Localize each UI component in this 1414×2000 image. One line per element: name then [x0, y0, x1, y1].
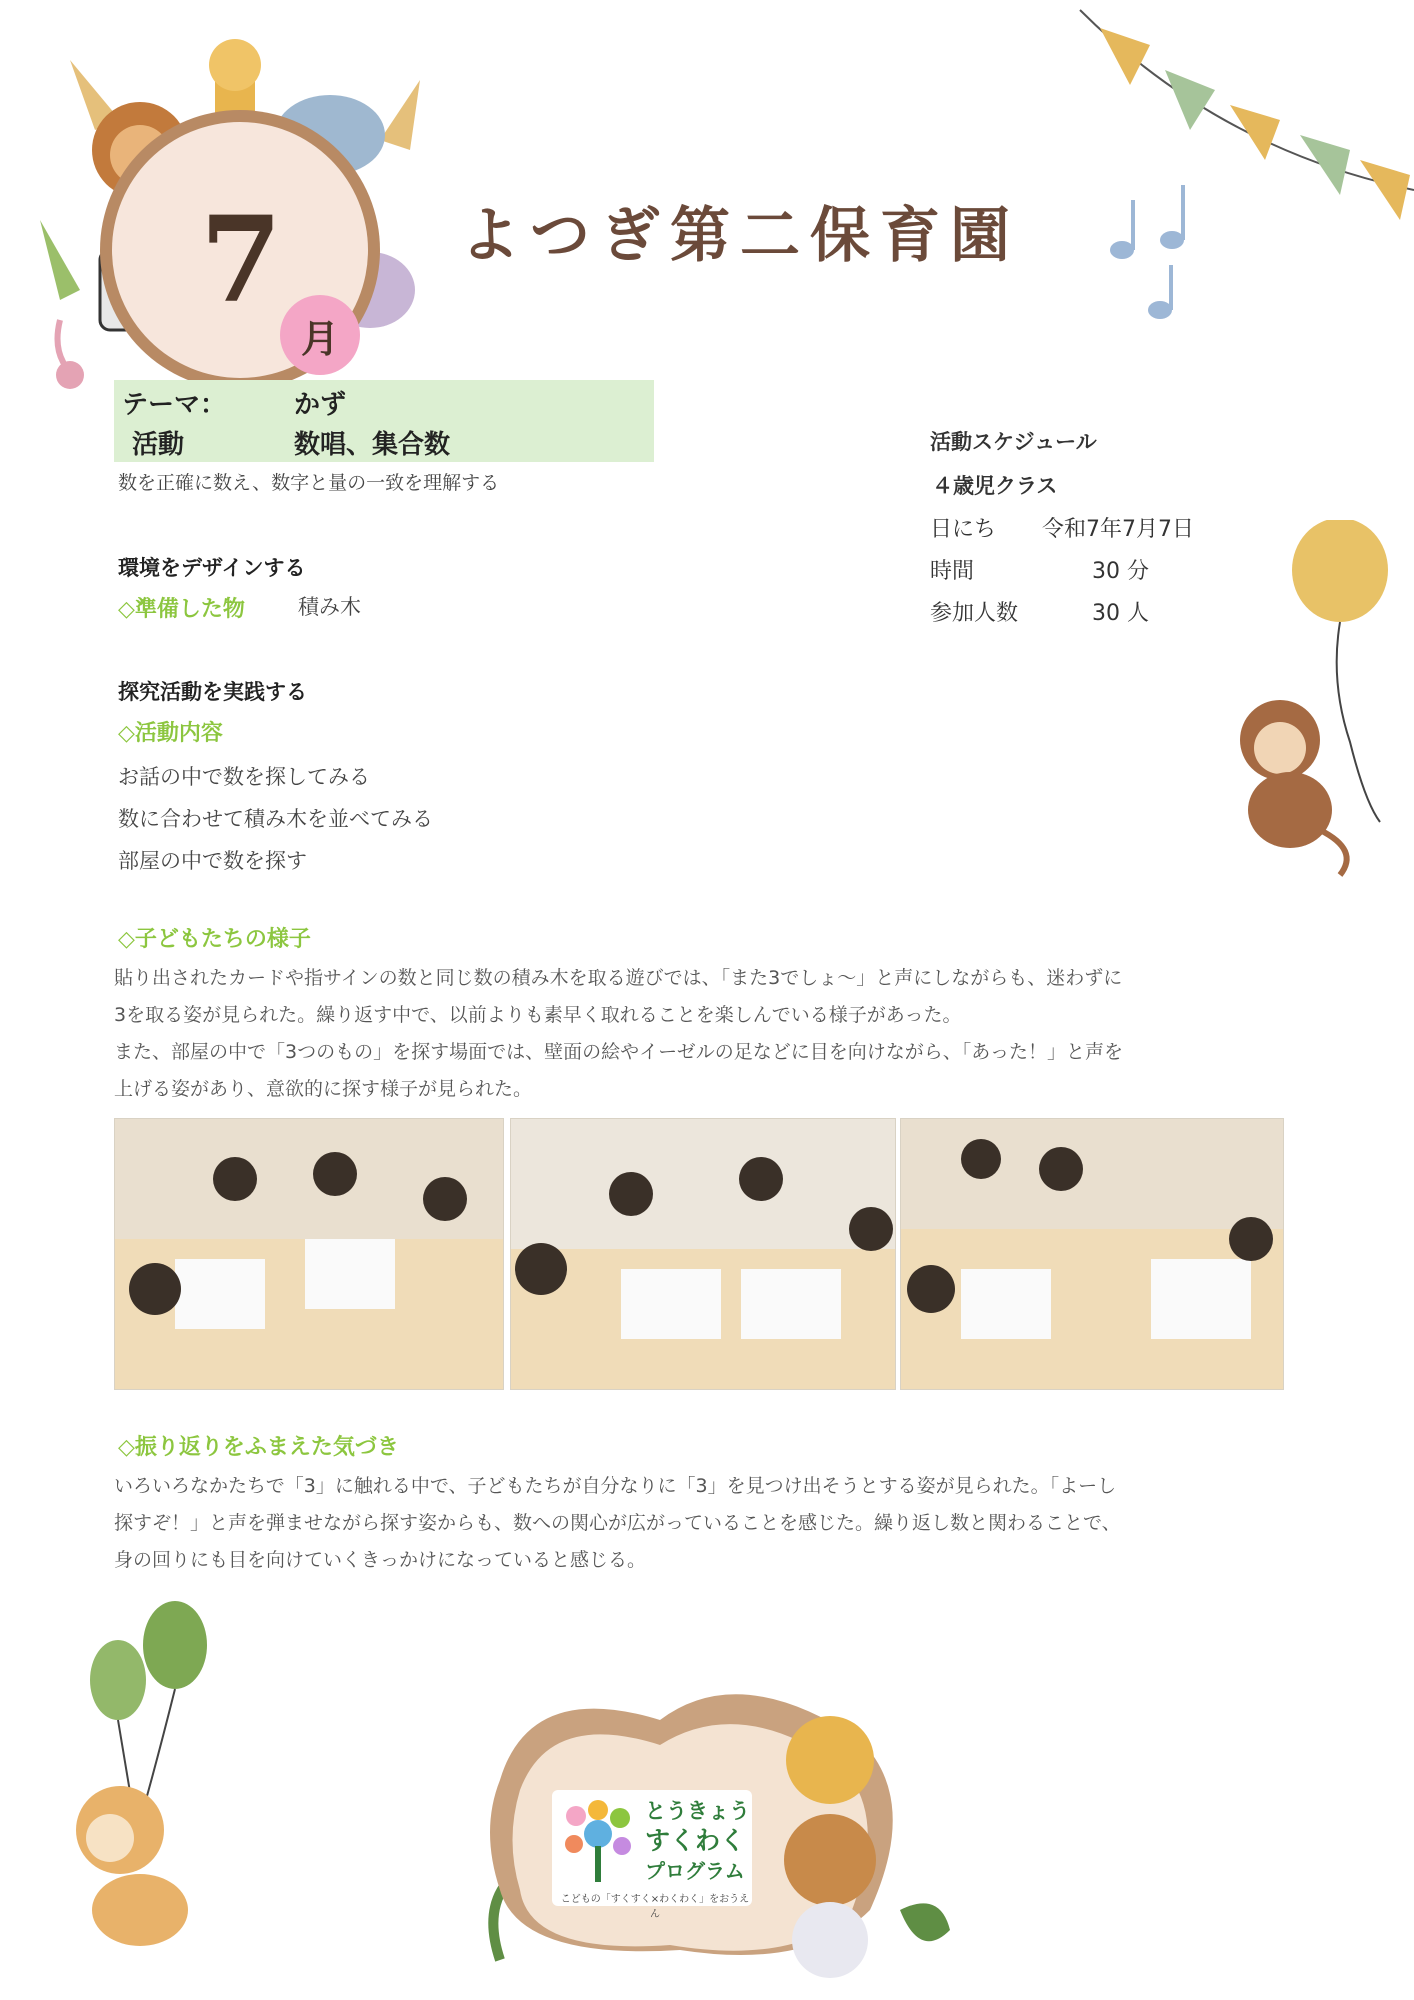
practice-heading: 探究活動を実践する: [118, 680, 307, 704]
theme-label: テーマ：: [122, 390, 227, 420]
activity-row: [132, 424, 450, 461]
activity-value: 数唱、集合数: [294, 430, 451, 460]
giraffe-balloons-illustration: [30, 1590, 280, 1950]
activity-content-list: [118, 756, 433, 882]
schedule-class: ４歳児クラス: [932, 474, 1058, 498]
schedule-title: 活動スケジュール: [930, 430, 1097, 454]
schedule-label: 日にち: [930, 517, 997, 542]
list-item: 部屋の中で数を探す: [118, 849, 307, 873]
content-label: ◇活動内容: [118, 721, 223, 746]
text-line: 探すぞ！」と声を弾ませながら探す姿からも、数への関心が広がっていることを感じた。繰り返し数と関わることで、: [114, 1512, 1121, 1534]
activity-photo-2: [510, 1118, 896, 1390]
prepared-value: 積み木: [298, 595, 361, 619]
text-line: いろいろなかたちで「3」に触れる中で、子どもたちが自分なりに「3」を見つけ出そうとする姿が見られた。「よーし: [114, 1475, 1117, 1497]
school-name-title: よつぎ第二保育園: [460, 201, 1020, 271]
theme-box: [114, 380, 654, 462]
activity-label: 活動: [132, 430, 185, 460]
logo-line: とうきょう: [645, 1799, 750, 1823]
program-logo-tagline: こどもの「すくすく×わくわく」をおうえん: [560, 1894, 750, 1920]
text-line: 身の回りにも目を向けていくきっかけになっていると感じる。: [114, 1549, 647, 1571]
children-heading: ◇子どもたちの様子: [118, 927, 311, 952]
activity-photo-3: [900, 1118, 1284, 1390]
reflection-heading: ◇振り返りをふまえた気づき: [118, 1435, 399, 1460]
month-number: 7: [200, 190, 283, 329]
month-kanji: 月: [280, 295, 360, 375]
schedule-value: 30 人: [1092, 601, 1149, 626]
music-notes-icon: [1100, 180, 1250, 330]
logo-line: プログラム: [645, 1859, 745, 1883]
environment-heading: 環境をデザインする: [118, 556, 306, 580]
schedule-label: 時間: [930, 559, 975, 584]
theme-value: かず: [294, 390, 347, 420]
list-item: 数に合わせて積み木を並べてみる: [118, 807, 433, 831]
text-line: 上げる姿があり、意欲的に探す様子が見られた。: [114, 1078, 533, 1100]
list-item: お話の中で数を探してみる: [118, 765, 370, 789]
text-line: 3を取る姿が見られた。繰り返す中で、以前よりも素早く取れることを楽しんでいる様子があった。: [114, 1004, 962, 1026]
program-logo-text: [645, 1796, 750, 1886]
monkey-balloon-illustration: [1200, 520, 1400, 880]
schedule-label: 参加人数: [930, 601, 1019, 626]
prepared-label: ◇準備した物: [118, 597, 245, 622]
logo-line: すくわく: [645, 1826, 746, 1855]
activity-photo-1: [114, 1118, 504, 1390]
text-line: また、部屋の中で「3つのもの」を探す場面では、壁面の絵やイーゼルの足などに目を向けながら、「あった！」と声を: [114, 1041, 1124, 1063]
schedule-value: 令和7年7月7日: [1042, 517, 1194, 542]
tree-logo-icon: [556, 1796, 640, 1886]
text-line: 貼り出されたカードや指サインの数と同じ数の積み木を取る遊びでは、「また3でしょ～」と声にしながらも、迷わずに: [114, 967, 1123, 989]
children-paragraph: [114, 960, 1294, 1108]
reflection-paragraph: [114, 1468, 1294, 1579]
activity-aim: 数を正確に数え、数字と量の一致を理解する: [118, 472, 500, 494]
prepared-row: [118, 592, 361, 623]
schedule-value: 30 分: [1092, 559, 1149, 584]
theme-row: [122, 384, 346, 421]
